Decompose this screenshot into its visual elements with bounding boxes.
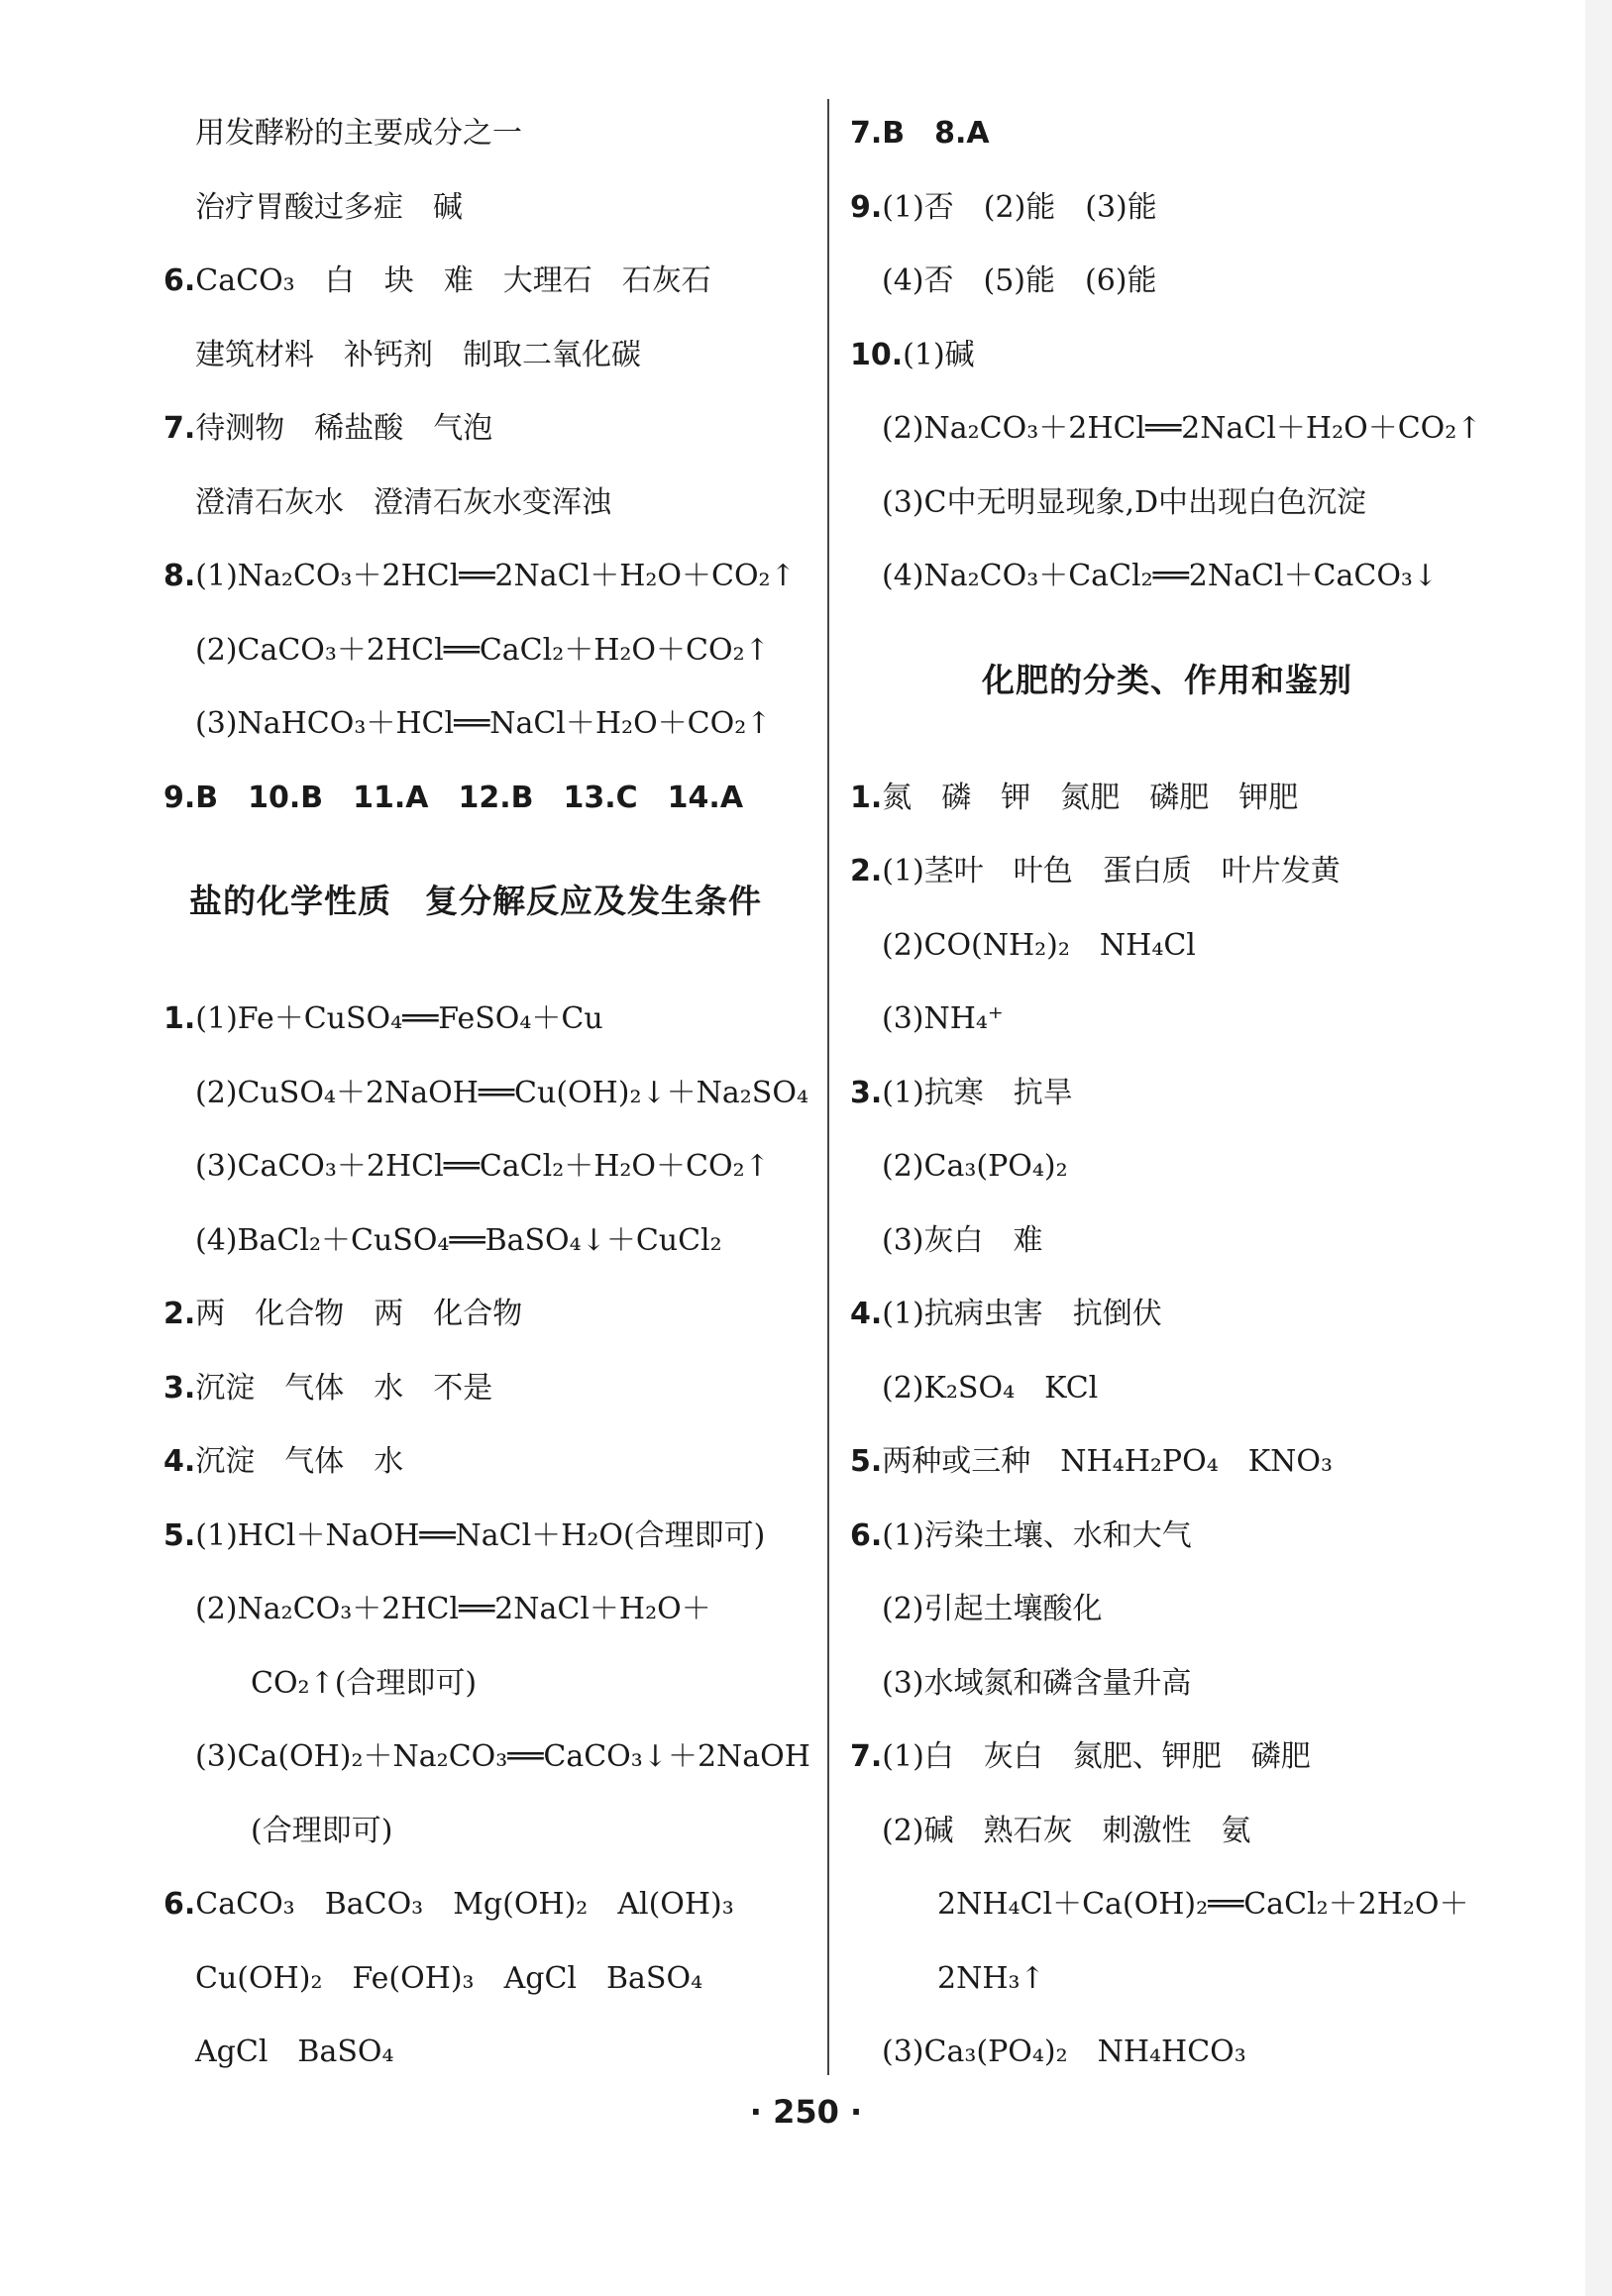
question-number: 8. [163,559,196,593]
answer-text: 沉淀 气体 水 不是 [195,1370,493,1406]
answer-text: (1)Na₂CO₃＋2HCl══2NaCl＋H₂O＋CO₂↑ [195,559,796,593]
answer-line [163,621,807,695]
section-heading [163,842,807,990]
answer-text: (1)白 灰白 氮肥、钾肥 磷肥 [882,1739,1311,1774]
answer-text: (4)否 (5)能 (6)能 [882,263,1157,298]
answer-line [163,1064,807,1138]
answer-text: (3)灰白 难 [882,1222,1043,1258]
answer-line [850,104,1524,178]
answer-text: 2NH₃↑ [937,1960,1045,1996]
answer-text: 7.B 8.A [850,116,990,151]
answer-text: 2NH₄Cl＋Ca(OH)₂══CaCl₂＋2H₂O＋ [937,1887,1469,1922]
answer-line [850,1064,1524,1138]
answer-text: CaCO₃ 白 块 难 大理石 石灰石 [195,263,711,298]
question-number: 2. [850,854,883,888]
question-number: 6. [163,1887,196,1922]
answer-text: (2)K₂SO₄ KCl [882,1370,1099,1406]
answer-text: (4)BaCl₂＋CuSO₄══BaSO₄↓＋CuCl₂ [195,1222,722,1258]
answer-text: 澄清石灰水 澄清石灰水变浑浊 [195,484,611,520]
answer-text: (2)Ca₃(PO₄)₂ [882,1149,1068,1184]
answer-line [850,326,1524,400]
answer-text: (1)抗病虫害 抗倒伏 [882,1297,1162,1331]
answer-line [163,1727,810,1802]
answer-line [163,399,807,473]
answer-line [850,473,1524,548]
answer-line [163,326,807,400]
answer-line [850,1359,1524,1433]
answer-text: (1)茎叶 叶色 蛋白质 叶片发黄 [882,854,1341,888]
answer-text: (1)否 (2)能 (3)能 [882,189,1157,225]
answer-text: (3)C中无明显现象,D中出现白色沉淀 [882,484,1367,520]
question-number: 7. [163,411,196,446]
answer-line [163,1137,807,1211]
answer-line [163,1802,807,1876]
answer-line [163,769,807,843]
answer-text: (2)Na₂CO₃＋2HCl══2NaCl＋H₂O＋ [195,1592,711,1626]
answer-line [163,1211,807,1286]
answer-line [163,694,807,769]
answer-line [163,547,807,621]
answer-text: (2)引起土壤酸化 [882,1592,1103,1626]
answer-text: (2)CaCO₃＋2HCl══CaCl₂＋H₂O＋CO₂↑ [195,632,770,668]
question-number: 9. [850,189,883,225]
question-number: 1. [850,780,883,815]
answer-text: 9.B 10.B 11.A 12.B 13.C 14.A [163,780,744,815]
answer-line [163,1875,807,1949]
answer-text: (合理即可) [251,1813,393,1848]
answer-text: (1)碱 [903,337,975,372]
answer-text: (3)NaHCO₃＋HCl══NaCl＋H₂O＋CO₂↑ [195,706,772,741]
column-divider [827,99,829,2075]
answer-line [850,252,1524,326]
answer-text: (1)HCl＋NaOH══NaCl＋H₂O(合理即可) [195,1517,766,1553]
answer-line [163,1580,807,1654]
answer-text: 盐的化学性质 复分解反应及发生条件 [189,882,762,920]
answer-line [163,2023,807,2097]
answer-text: 治疗胃酸过多症 碱 [195,189,463,225]
answer-line [850,1211,1524,1286]
answer-text: 建筑材料 补钙剂 制取二氧化碳 [195,337,641,372]
answer-line [850,1137,1524,1211]
answer-text: (2)CuSO₄＋2NaOH══Cu(OH)₂↓＋Na₂SO₄ [195,1075,808,1110]
answer-line [850,1507,1524,1581]
answer-text: (2)碱 熟石灰 刺激性 氨 [882,1813,1251,1848]
answer-line [163,104,807,178]
answer-text: CO₂↑(合理即可) [251,1665,478,1701]
answer-text: 两 化合物 两 化合物 [195,1297,523,1331]
answer-line [850,842,1524,916]
answer-line [850,916,1524,991]
answer-line [850,1949,1524,2024]
answer-text: 氮 磷 钾 氮肥 磷肥 钾肥 [882,780,1299,815]
answer-text: (3)CaCO₃＋2HCl══CaCl₂＋H₂O＋CO₂↑ [195,1149,770,1184]
answer-line [163,473,807,548]
answer-text: (3)NH₄⁺ [882,1001,1004,1036]
question-number: 3. [850,1075,883,1110]
answer-line [163,178,807,253]
question-number: 6. [163,263,196,298]
answer-line [850,1432,1524,1507]
answer-text: 化肥的分类、作用和鉴别 [982,660,1352,699]
answer-text: (1)抗寒 抗旱 [882,1075,1073,1110]
answer-line [163,990,807,1064]
answer-line [850,399,1524,473]
question-number: 7. [850,1739,883,1774]
answer-line [163,1507,807,1581]
question-number: 2. [163,1297,196,1331]
section-heading [850,621,1524,769]
question-number: 4. [850,1297,883,1331]
answer-line [850,547,1524,621]
answer-line [850,990,1524,1064]
answer-text: Cu(OH)₂ Fe(OH)₃ AgCl BaSO₄ [195,1960,703,1996]
answer-line [163,1654,807,1728]
answer-text: (4)Na₂CO₃＋CaCl₂══2NaCl＋CaCO₃↓ [882,559,1439,593]
answer-text: (3)Ca₃(PO₄)₂ NH₄HCO₃ [882,2035,1246,2069]
answer-text: CaCO₃ BaCO₃ Mg(OH)₂ Al(OH)₃ [195,1887,734,1922]
question-number: 6. [850,1517,883,1553]
question-number: 4. [163,1444,196,1479]
answer-text: AgCl BaSO₄ [195,2035,394,2069]
answer-text: 两种或三种 NH₄H₂PO₄ KNO₃ [882,1444,1333,1479]
answer-line [850,1580,1524,1654]
question-number: 5. [163,1517,196,1553]
answer-text: (2)Na₂CO₃＋2HCl══2NaCl＋H₂O＋CO₂↑ [882,411,1482,446]
answer-line [163,252,807,326]
question-number: 1. [163,1001,196,1036]
answer-text: 待测物 稀盐酸 气泡 [195,411,493,446]
answer-line [850,1875,1524,1949]
question-number: 3. [163,1370,196,1406]
left-column [163,104,810,2097]
answer-line [163,1432,807,1507]
answer-line [850,1654,1524,1728]
answer-text: 沉淀 气体 水 [195,1444,404,1479]
answer-line [850,1285,1524,1359]
answer-line [850,1802,1524,1876]
answer-line [850,178,1524,253]
answer-text: (3)Ca(OH)₂＋Na₂CO₃══CaCO₃↓＋2NaOH [195,1739,810,1774]
answer-text: (2)CO(NH₂)₂ NH₄Cl [882,927,1196,963]
answer-line [163,1949,807,2024]
question-number: 5. [850,1444,883,1479]
answer-line [850,1727,1524,1802]
right-column [850,104,1524,2097]
page-number: · 250 · [749,2093,863,2131]
answer-line [163,1285,807,1359]
answer-text: (1)污染土壤、水和大气 [882,1517,1192,1553]
answer-line [163,1359,807,1433]
question-number: 10. [850,337,904,372]
answer-text: 用发酵粉的主要成分之一 [195,116,522,151]
answer-text: (3)水域氮和磷含量升高 [882,1665,1192,1701]
answer-line [850,2023,1524,2097]
answer-line [850,769,1524,843]
answer-text: (1)Fe＋CuSO₄══FeSO₄＋Cu [195,1001,603,1036]
